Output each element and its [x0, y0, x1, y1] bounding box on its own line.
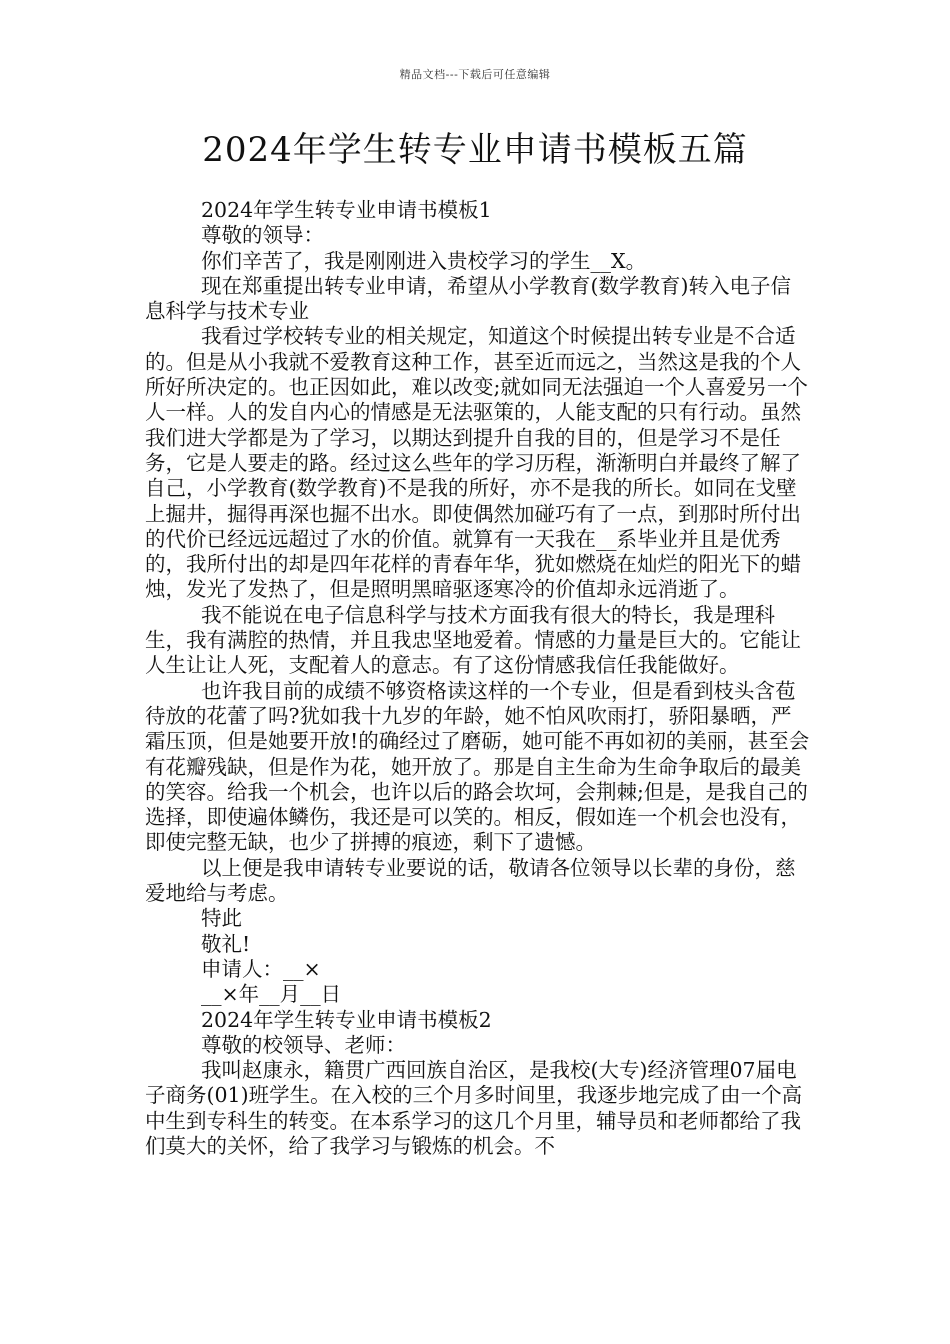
document-body: [145, 198, 810, 1159]
salutation: 尊敬的校领导、老师：: [201, 1032, 406, 1057]
paragraph: 现在郑重提出转专业申请，希望从小学教育(数学教育)转入电子信息科学与技术专业: [145, 273, 791, 324]
header-note: 精品文档---下载后可任意编辑: [399, 68, 551, 81]
paragraph: 我看过学校转专业的相关规定，知道这个时候提出转专业是不合适的。但是从小我就不爱教育这种工作，甚至近而远之，当然这是我的个人所好所决定的。也正因如此，难以改变;就如同无法强迫一个人喜爱另一个人一样。人的发自内心的情感是无法驱策的，人能支配的只有行动。虽然我们进大学都是为了学习，以期达到提升自我的目的，但是学习不是任务，它是人要走的路。经过这么些年的学习历程，渐渐明白并最终了解了自己，小学教育(数学教育)不是我的所好，亦不是我的所长。如同在戈壁上掘井，掘得再深也掘不出水。即使偶然加碰巧有了一点，到那时所付出的代价已经远远超过了水的价值。就算有一天我在__系毕业并且是优秀的，我所付出的却是四年花样的青春年华，犹如燃烧在灿烂的阳光下的蜡烛，发光了发热了，但是照明黑暗驱逐寒冷的价值却永远消逝了。: [145, 324, 808, 602]
paragraph: 以上便是我申请转专业要说的话，敬请各位领导以长辈的身份，慈爱地给与考虑。: [145, 855, 796, 906]
section-heading-2: 2024年学生转专业申请书模板2: [201, 1007, 492, 1032]
section-heading-1: 2024年学生转专业申请书模板1: [201, 198, 492, 222]
paragraph: 我不能说在电子信息科学与技术方面我有很大的特长，我是理科生，我有满腔的热情，并且我忠坚地爱着。情感的力量是巨大的。它能让人生让让人死，支配着人的意志。有了这份情感我信任我能做好。: [145, 602, 801, 678]
closing-line: 特此: [201, 906, 242, 931]
closing-line: 敬礼!: [201, 931, 251, 956]
paragraph: 也许我目前的成绩不够资格读这样的一个专业，但是看到枝头含苞待放的花蕾了吗?犹如我十九岁的年龄，她不怕风吹雨打，骄阳暴晒，严霜压顶，但是她要开放!的确经过了磨砺，她可能不再如初的美丽，甚至会有花瓣残缺，但是作为花，她开放了。那是自主生命为生命争取后的最美的笑容。给我一个机会，也许以后的路会坎坷，会荆棘;但是，是我自己的选择，即使遍体鳞伤，我还是可以笑的。相反，假如连一个机会也没有，即使完整无缺，也少了拼搏的痕迹，剩下了遗憾。: [145, 678, 810, 855]
paragraph: 我叫赵康永，籍贯广西回族自治区，是我校(大专)经济管理07届电子商务(01)班学生。在入校的三个月多时间里，我逐步地完成了由一个高中生到专科生的转变。在本系学习的这几个月里，辅导员和老师都给了我们莫大的关怀，给了我学习与锻炼的机会。不: [145, 1058, 803, 1158]
paragraph: 你们辛苦了，我是刚刚进入贵校学习的学生__X。: [201, 248, 647, 273]
salutation: 尊敬的领导：: [201, 223, 324, 248]
applicant-line: 申请人：__×: [201, 956, 321, 981]
document-title: 2024年学生转专业申请书模板五篇: [202, 130, 748, 170]
date-line: __×年__月__日: [201, 982, 342, 1007]
